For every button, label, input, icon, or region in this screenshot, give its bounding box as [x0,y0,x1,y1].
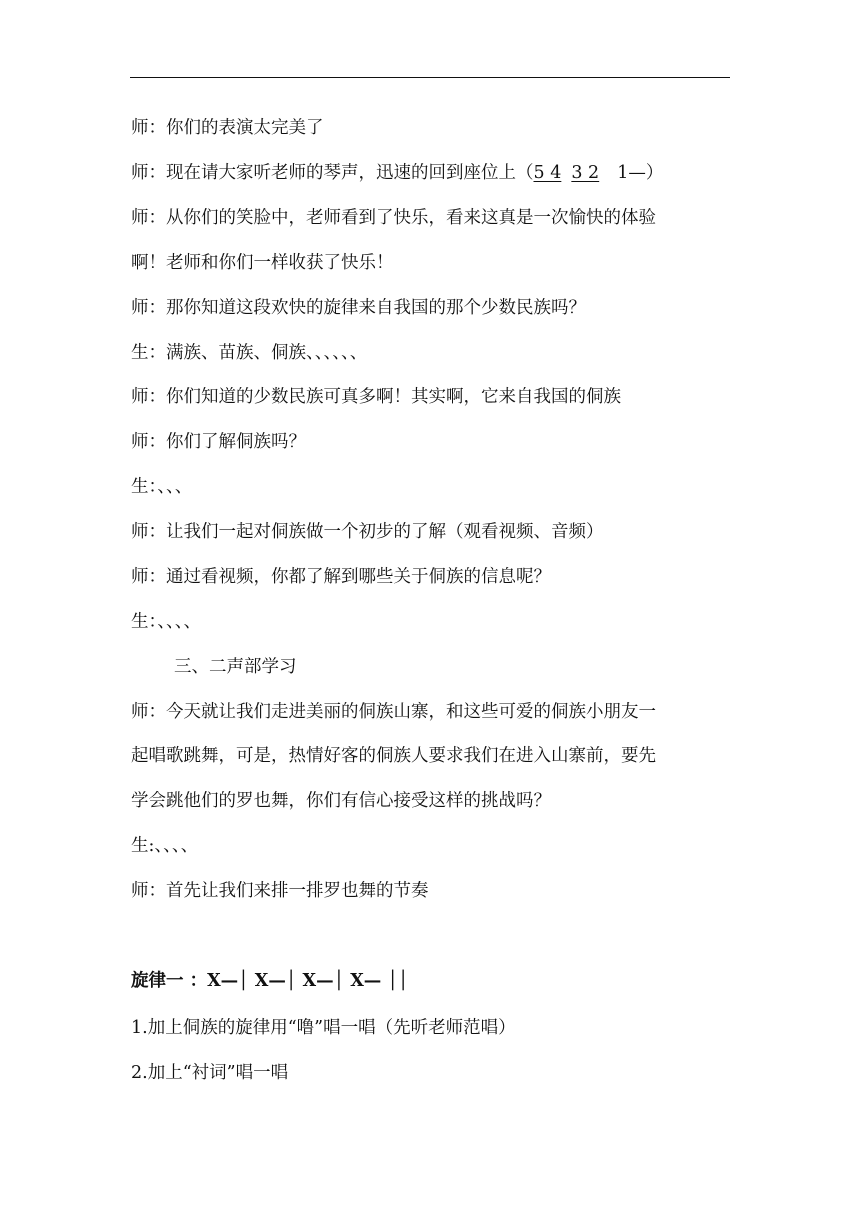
piano-notes-c: 1—） [617,163,664,183]
list-item: 2.加上“衬词”唱一唱 [131,1063,289,1083]
dialogue-line: 啊！老师和你们一样收获了快乐！ [131,253,394,273]
header-rule [130,77,730,78]
piano-notes-a: 5 4 [533,163,562,183]
dialogue-line: 生：、、、 [131,477,193,497]
dialogue-line: 师：你们知道的少数民族可真多啊！其实啊，它来自我国的侗族 [131,387,621,407]
dialogue-line: 师：从你们的笑脸中，老师看到了快乐，看来这真是一次愉快的体验 [131,208,656,228]
list-item: 1.加上侗族的旋律用“噜”唱一唱（先听老师范唱） [131,1018,516,1038]
piano-notes-b: 3 2 [571,163,600,183]
dialogue-line: 生：满族、苗族、侗族、、、、、、 [131,343,368,363]
dialogue-line: 生:、、、、 [131,836,199,856]
dialogue-line: 师：首先让我们来排一排罗也舞的节奏 [131,881,429,901]
piano-line-prefix: 师：现在请大家听老师的琴声，迅速的回到座位上（ [131,163,534,183]
dialogue-line: 师：让我们一起对侗族做一个初步的了解（观看视频、音频） [131,522,604,542]
dialogue-line-piano [131,162,741,184]
dialogue-line: 师：那你知道这段欢快的旋律来自我国的那个少数民族吗？ [131,298,586,318]
dialogue-line: 师：你们的表演太完美了 [131,118,324,138]
dialogue-line: 师：你们了解侗族吗？ [131,432,306,452]
melody-rhythm: 旋律一 ：X—│ X—│ X—│ X— ││ [131,971,409,991]
dialogue-line: 师：通过看视频，你都了解到哪些关于侗族的信息呢？ [131,567,551,587]
dialogue-line: 生：、、、、 [131,612,201,632]
dialogue-line: 起唱歌跳舞，可是，热情好客的侗族人要求我们在进入山寨前，要先 [131,746,656,766]
dialogue-line: 师：今天就让我们走进美丽的侗族山寨，和这些可爱的侗族小朋友一 [131,702,656,722]
dialogue-line: 学会跳他们的罗也舞，你们有信心接受这样的挑战吗？ [131,791,551,811]
section-heading: 三、二声部学习 [174,657,297,677]
